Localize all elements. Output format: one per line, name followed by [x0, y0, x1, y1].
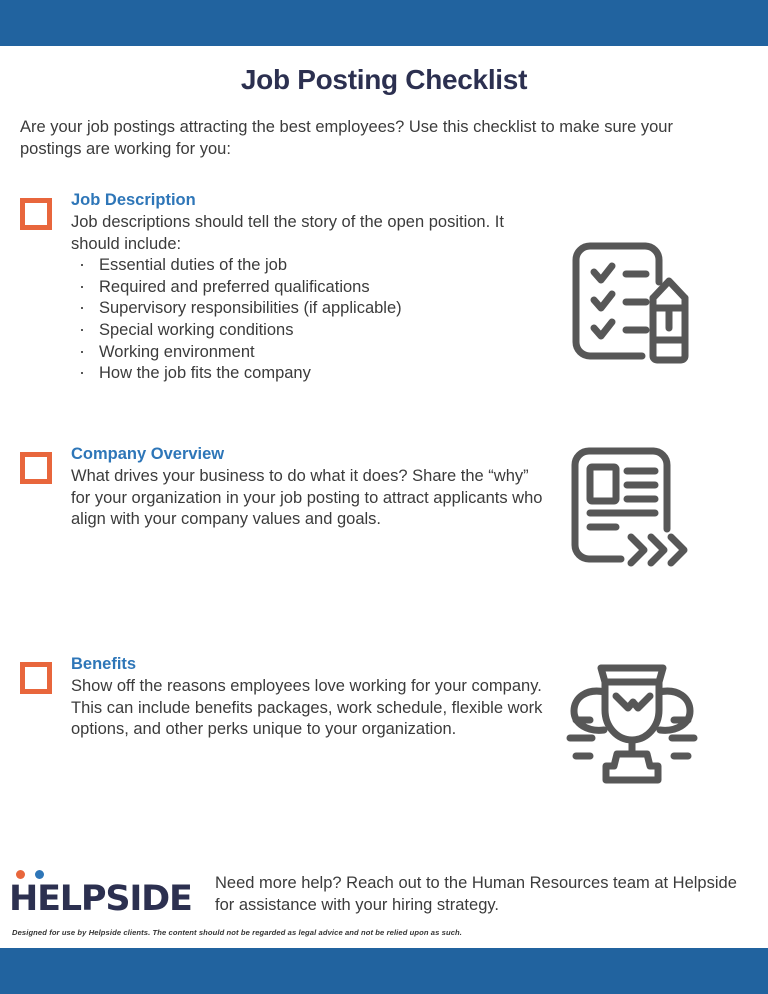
section-text: Job descriptions should tell the story of the open position. It should include:	[71, 213, 504, 253]
footer-disclaimer: Designed for use by Helpside clients. The content should not be regarded as legal advice and not be relied upon as such.	[12, 928, 462, 937]
section-heading: Benefits	[71, 655, 137, 673]
header-banner	[0, 0, 768, 46]
checkbox-benefits[interactable]	[20, 662, 52, 694]
section-heading: Company Overview	[71, 445, 225, 463]
logo-wordmark: HELPSIDE	[9, 879, 192, 919]
footer-help-text: Need more help? Reach out to the Human Resources team at Helpside for assistance with your hiring strategy.	[215, 874, 737, 914]
checklist-pencil-icon	[560, 236, 700, 366]
list-item: · Working environment	[71, 342, 551, 364]
section-heading: Job Description	[71, 191, 196, 209]
section-body	[71, 444, 551, 531]
checkbox-job-description[interactable]	[20, 198, 52, 230]
section-body	[71, 190, 551, 385]
list-item: · Essential duties of the job	[71, 255, 551, 277]
checkbox-company-overview[interactable]	[20, 452, 52, 484]
section-body	[71, 654, 551, 741]
logo-dot-blue-icon	[35, 870, 44, 879]
section-text: What drives your business to do what it does? Share the “why” for your organization in your job posting to attract applicants who align with your company values and goals.	[71, 467, 543, 529]
list-item: · Supervisory responsibilities (if applicable)	[71, 298, 551, 320]
page-title: Job Posting Checklist	[240, 64, 528, 95]
helpside-logo	[8, 868, 204, 918]
list-item: · How the job fits the company	[71, 363, 551, 385]
document-chevrons-icon	[563, 443, 697, 577]
trophy-icon	[558, 658, 706, 792]
section-text: Show off the reasons employees love working for your company. This can include benefits packages, work schedule, flexible work options, and other perks unique to your organization.	[71, 677, 543, 739]
logo-dot-orange-icon	[16, 870, 25, 879]
job-description-bullet-list	[71, 255, 551, 385]
footer-banner	[0, 948, 768, 994]
list-item: · Special working conditions	[71, 320, 551, 342]
list-item: · Required and preferred qualifications	[71, 277, 551, 299]
footer	[0, 862, 768, 948]
intro-paragraph: Are your job postings attracting the best employees? Use this checklist to make sure your postings are working for you:	[20, 118, 673, 158]
